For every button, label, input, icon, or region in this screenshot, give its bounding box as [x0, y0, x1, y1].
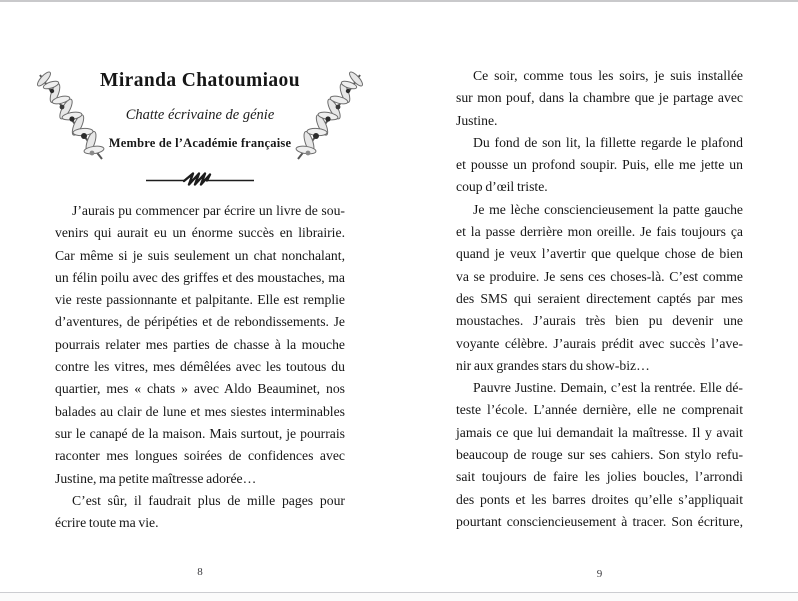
text-line: balades au clair de lune et mes siestes interminables	[55, 403, 345, 419]
text-line: jamais ce que lui demandait la maîtresse. Il y avait	[456, 424, 743, 440]
text-line: contre les vitres, mes démêlées avec les toutous du	[55, 359, 345, 375]
text-line: pourrais relater mes parties de chasse à la mouche	[55, 336, 345, 352]
window-bottom-strip	[0, 593, 798, 601]
text-line: et pousse un profond soupir. Puis, elle me jette un	[456, 157, 743, 173]
text-line: C’est sûr, il faudrait plus de mille pages pour	[72, 492, 345, 508]
text-line: Pauvre Justine. Demain, c’est la rentrée. Elle dé-	[473, 380, 743, 396]
text-line: Je me lèche consciencieusement la patte gauche	[473, 201, 743, 217]
text-line: sur le canapé de la maison. Mais surtout, je pourrais	[55, 425, 345, 441]
text-line: Ce soir, comme tous les soirs, je suis installée	[473, 68, 743, 83]
text-line: coup d’œil triste.	[456, 179, 548, 195]
text-line: quartier, mes « chats » avec Aldo Beauminet, nos	[55, 381, 345, 397]
text-line: quand je veux l’avertir que quelque chose de bien	[456, 246, 743, 262]
page-left-body	[55, 200, 345, 534]
scribble-flourish-icon	[144, 169, 256, 189]
text-line: teste l’école. L’année dernière, elle ne comprenait	[456, 402, 743, 418]
book-author-name: Miranda Chatoumiaou	[100, 70, 300, 91]
text-line: beaucoup de rouge sur ses cahiers. Son stylo refu-	[456, 447, 743, 463]
text-line: Justine.	[456, 112, 498, 128]
text-line: Justine, ma petite maîtresse adorée…	[55, 470, 257, 486]
text-line: des SMS qui seraient directement captés par mes	[456, 290, 743, 306]
text-line: écrire toute ma vie.	[55, 515, 159, 531]
text-line: et la passe derrière mon oreille. Je fais toujours ça	[456, 224, 743, 240]
text-line: sur mon pouf, dans la chambre que je partage avec	[456, 90, 743, 106]
text-line: nir aux grandes stars du show-biz…	[456, 357, 650, 373]
book-page-right	[456, 0, 743, 601]
text-line: Car même si je suis seulement un chat nonchalant,	[55, 247, 345, 263]
text-line: Du fond de son lit, la fillette regarde le plafond	[473, 134, 743, 150]
text-line: pourtant consciencieusement à tracer. Son écriture,	[456, 513, 743, 529]
page-number-left: 8	[197, 566, 203, 578]
book-author-tagline: Chatte écrivaine de génie	[125, 107, 275, 123]
book-author-credential: Membre de l’Académie française	[108, 136, 292, 150]
page-right-body	[456, 65, 743, 533]
text-line: moustaches. J’aurais très bien pu devenir une	[456, 313, 743, 329]
text-line: vie reste passionnante et palpitante. Elle est remplie	[55, 292, 345, 308]
text-line: des ponts et les barres droites qu’elle s’appliquait	[456, 491, 743, 507]
book-page-left	[55, 0, 345, 601]
text-line: venirs qui aurait eu un énorme succès en librairie.	[55, 225, 345, 241]
text-line: un félin poilu avec des griffes et des moustaches, ma	[55, 269, 345, 285]
text-line: sait toujours de faire les jolies boucles, l’arrondi	[456, 469, 743, 485]
page-number-right: 9	[596, 568, 603, 580]
text-line: voyante célèbre. J’aurais prédit avec succès l’ave-	[456, 335, 743, 351]
text-line: raconter mes longues soirées de confidences avec	[55, 448, 345, 464]
text-line: J’aurais pu commencer par écrire un livre de sou-	[72, 203, 345, 218]
text-line: va se produire. Je sens ces choses-là. C’est comme	[456, 268, 743, 284]
text-line: d’aventures, de péripéties et de rebondissements. Je	[55, 314, 345, 330]
